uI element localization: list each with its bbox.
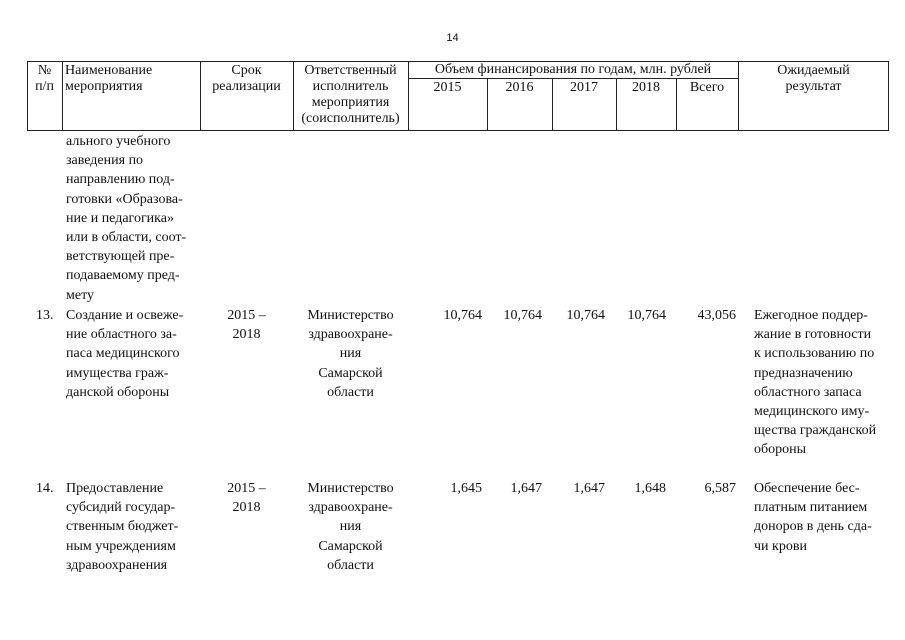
row-result: Ежегодное поддер- жание в готовности к использованию по предназначению областного запаса медицинского иму- щества гражданской обороны [754, 308, 877, 458]
row-executor: Министерство здравоохране- ния Самарской области [307, 481, 394, 573]
header-funding: Объем финансирования по годам, млн. рублей [434, 62, 712, 77]
row-value-2016: 10,764 [503, 308, 542, 323]
row-value-2018: 10,764 [627, 308, 666, 323]
col-sep [62, 61, 63, 131]
header-year-2017: 2017 [570, 80, 598, 95]
row-number: 13. [36, 308, 54, 323]
header-bottom-rule [27, 130, 889, 131]
header-term: Срок реализации [212, 63, 281, 94]
row-number: 14. [36, 481, 54, 496]
row-value-total: 6,587 [704, 481, 736, 496]
continuation-text: ального учебного заведения по направлению под- готовки «Образова- ние и педагогика» или в области, соот- ветствующей пре- подаваемому пред- мету [66, 134, 187, 303]
header-name: Наименование мероприятия [65, 63, 153, 94]
row-value-2015: 10,764 [443, 308, 482, 323]
header-total: Всего [689, 80, 725, 95]
row-executor: Министерство здравоохране- ния Самарской области [307, 308, 394, 400]
row-value-2018: 1,648 [634, 481, 666, 496]
funding-subrule [408, 78, 738, 79]
row-value-total: 43,056 [697, 308, 736, 323]
header-year-2016: 2016 [505, 80, 534, 95]
row-value-2017: 1,647 [573, 481, 605, 496]
row-name: Создание и освеже- ние областного за- паса медицинского имущества граж- данской обороны [66, 308, 184, 400]
table-header [27, 61, 889, 131]
header-result: Ожидаемый результат [777, 63, 850, 94]
row-term: 2015 – 2018 [227, 481, 266, 516]
page-number: 14 [446, 32, 459, 44]
header-year-2015: 2015 [433, 80, 462, 95]
row-value-2016: 1,647 [510, 481, 542, 496]
row-result: Обеспечение бес- платным питанием доноров в день сда- чи крови [754, 481, 872, 554]
header-executor: Ответственный исполнитель мероприятия (соисполнитель) [301, 63, 400, 126]
row-term: 2015 – 2018 [227, 308, 266, 343]
header-year-2018: 2018 [632, 80, 660, 95]
row-name: Предоставление субсидий государ- ственным бюджет- ным учреждениям здравоохранения [66, 481, 179, 573]
row-value-2017: 10,764 [566, 308, 605, 323]
header-num: № п/п [35, 63, 54, 94]
row-value-2015: 1,645 [450, 481, 482, 496]
